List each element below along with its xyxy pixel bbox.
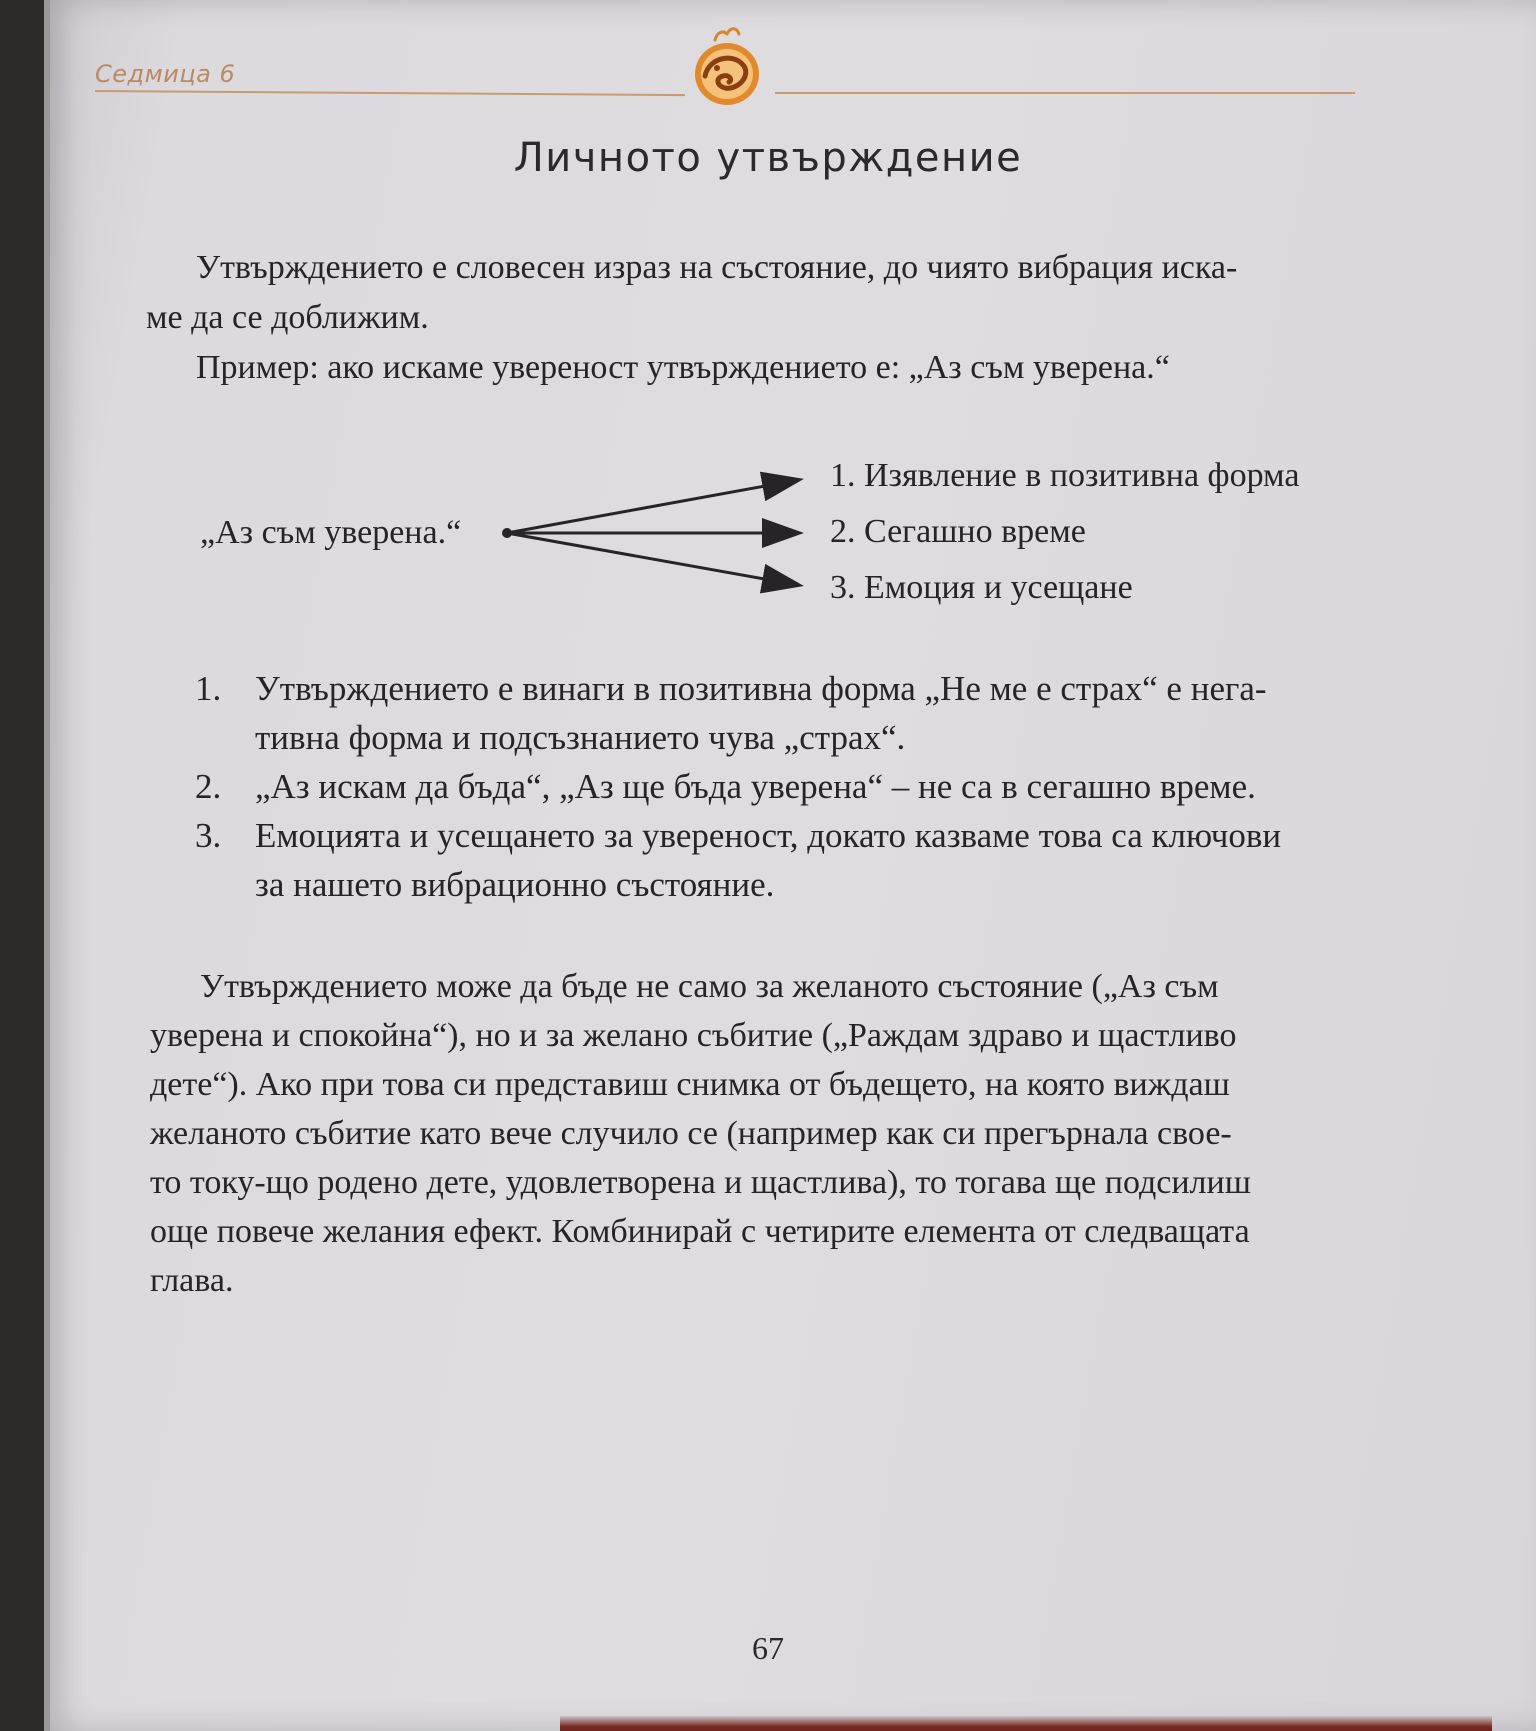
intro-line-1: Утвърждението е словесен израз на състояние, до чиято вибрация иска- (196, 249, 1238, 286)
header-label: Седмица 6 (95, 60, 236, 88)
closing-line: още повече желания ефект. Комбинирай с четирите елемента от следващата (150, 1213, 1250, 1250)
arrow-3 (507, 533, 798, 585)
list-line: Емоцията и усещането за увереност, докато казваме това са ключови (255, 816, 1282, 855)
list-line: „Аз искам да бъда“, „Аз ще бъда уверена“ – не са в сегашно време. (255, 767, 1256, 806)
closing-line: уверена и спокойна“), но и за желано събитие („Раждам здраво и щастливо (150, 1017, 1237, 1054)
closing-line: желаното събитие като вече случило се (например как си прегърнала свое- (150, 1115, 1232, 1152)
example-line: Пример: ако искаме увереност утвърждението е: „Аз съм уверена.“ (196, 349, 1170, 386)
list-line: за нашето вибрационно състояние. (255, 865, 775, 904)
arrow-1 (507, 480, 798, 533)
diagram-source: „Аз съм уверена.“ (200, 514, 462, 551)
closing-line: то току-що родено дете, удовлетворена и щастлива), то тогава ще подсилиш (150, 1164, 1251, 1201)
diagram-item-1: 1. Изявление в позитивна форма (830, 457, 1300, 494)
list-item (195, 664, 1395, 762)
page-number: 67 (752, 1630, 784, 1666)
closing-paragraph (150, 962, 1380, 1305)
list-item (195, 811, 1395, 909)
closing-line: дете“). Ако при това си представиш снимка от бъдещето, на която виждаш (150, 1066, 1230, 1103)
list-line: тивна форма и подсъзнанието чува „страх“. (255, 718, 906, 757)
list-number: 2. (195, 767, 222, 806)
list-number: 1. (195, 669, 222, 708)
diagram-item-2: 2. Сегашно време (830, 513, 1086, 550)
closing-line: глава. (150, 1262, 234, 1299)
list-line: Утвърждението е винаги в позитивна форма „Не ме е страх“ е нега- (255, 669, 1267, 708)
list-item (195, 762, 1395, 811)
numbered-list (195, 664, 1395, 909)
diagram-item-3: 3. Емоция и усещане (830, 569, 1133, 606)
page-title: Личното утвърждение (513, 135, 1023, 181)
intro-line-2: ме да се доближим. (146, 299, 429, 336)
closing-line: Утвърждението може да бъде не само за желаното състояние („Аз съм (200, 968, 1219, 1005)
list-number: 3. (195, 816, 222, 855)
